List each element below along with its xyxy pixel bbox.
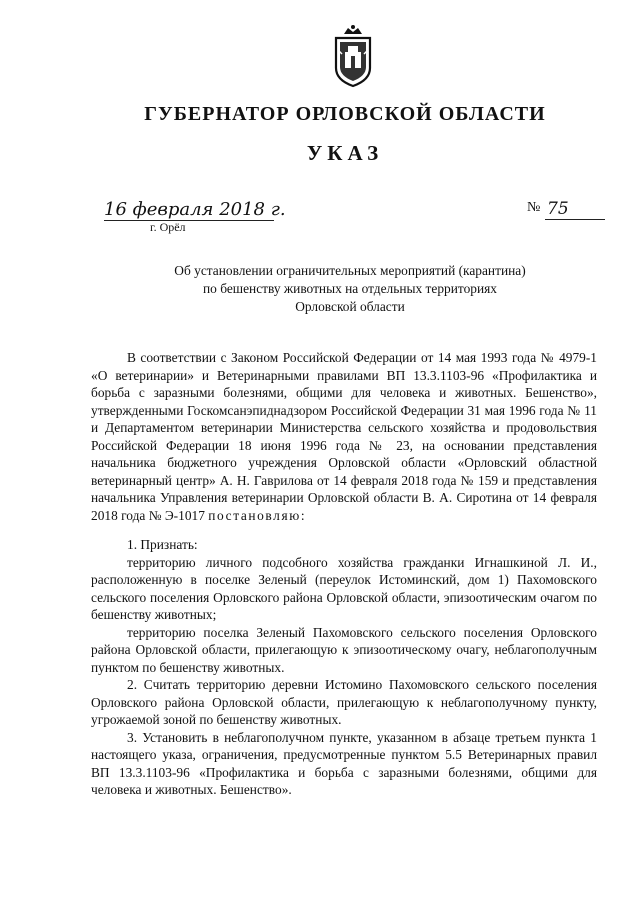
- item-1-paragraph-a: территорию личного подсобного хозяйства гражданки Игнашкиной Л. И., расположенную в поселке Зеленый (переулок Истоминский, дом 1) Пахомовского сельского поселения Орловского района Орловской области, эпизоотическим очагом по бешенству животных;: [91, 554, 597, 622]
- item-1-heading: 1. Признать:: [127, 537, 198, 552]
- title-line: Об установлении ограничительных мероприятий (карантина): [174, 263, 526, 278]
- decree-keyword: постановляю:: [208, 507, 307, 523]
- decree-number: 75: [545, 200, 605, 220]
- coat-of-arms-icon: [328, 24, 378, 88]
- document-type: УКАЗ: [306, 141, 384, 165]
- number-label: №: [527, 200, 541, 215]
- title-line: по бешенству животных на отдельных территориях: [203, 281, 497, 296]
- title-line: Орловской области: [295, 299, 405, 314]
- preamble-paragraph: [91, 349, 597, 524]
- item-3-paragraph: 3. Установить в неблагополучном пункте, указанном в абзаце третьем пункта 1 настоящего указа, ограничения, предусмотренные пунктом 5.5 Ветеринарных правил ВП 13.3.1103-96 «Профилактика и борьба с заразными болезнями, общими для человека и животных. Бешенство».: [91, 729, 597, 797]
- preamble-text: В соответствии с Законом Российской Федерации от 14 мая 1993 года № 4979-1 «О ветеринарии» и Ветеринарными правилами ВП 13.3.1103-96 «Профилактика и борьба с заразными болезнями, общими для человека и животных. Бешенство», утвержденными Госкомсанэпиднадзором Российской Федерации 31 мая 1996 года № 11 и Департаментом ветеринарии Министерства сельского хозяйства и продовольствия Российской Федерации 18 июня 1996 года № 23, на основании представления начальника бюджетного учреждения Орловской области «Орловский областной ветеринарный центр» А. Н. Гаврилова от 14 февраля 2018 года № 159 и представления начальника Управления ветеринарии Орловской области В. А. Сиротина от 14 февраля 2018 года № Э-1017: [91, 350, 597, 523]
- issuing-authority: ГУБЕРНАТОР ОРЛОВСКОЙ ОБЛАСТИ: [144, 103, 546, 125]
- item-1-paragraph-b: территорию поселка Зеленый Пахомовского сельского поселения Орловского района Орловской области, прилегающую к эпизоотическому очагу, неблагополучным пунктом по бешенству животных.: [91, 624, 597, 675]
- item-2-paragraph: 2. Считать территорию деревни Истомино Пахомовского сельского поселения Орловского района Орловской области, прилегающую к неблагополучному пункту, угрожаемой зоной по бешенству животных.: [91, 677, 597, 727]
- decree-body: [91, 349, 597, 799]
- decree-date: 16 февраля 2018 г.: [104, 199, 286, 220]
- decree-title: [100, 262, 600, 316]
- decree-city: г. Орёл: [150, 220, 186, 234]
